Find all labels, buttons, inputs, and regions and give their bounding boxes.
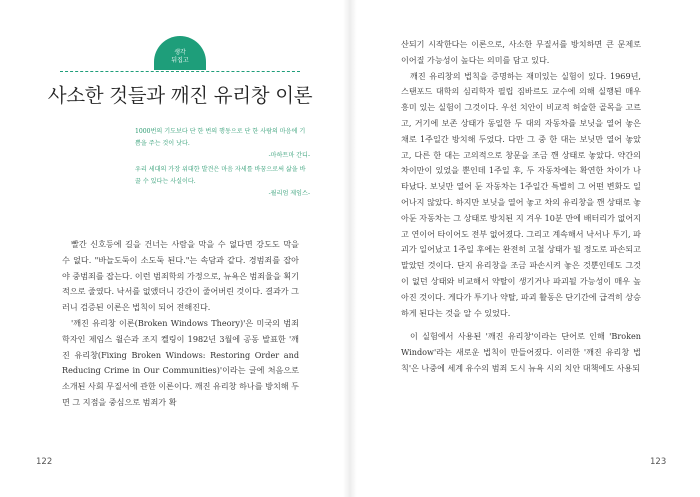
chapter-title: 사소한 것들과 깨진 유리창 이론 [47, 84, 313, 107]
paragraph: 빨간 신호등에 길을 건너는 사람을 막을 수 없다면 강도도 막을 수 없다. "바늘도둑이 소도둑 된다."는 속담과 같다. 경범죄를 잡아야 중범죄를 잡는다. 이런 범죄학의 가정으로, 뉴욕은 범죄율을 획기적으로 줄였다. 낙서를 없앴더니 강간이 줄어버린 것이다. 결과가 그러니 검증된 이론은 법칙이 되어 전해진다. [62, 239, 299, 313]
right-body-text [401, 37, 641, 377]
page-number-left: 122 [36, 457, 53, 467]
quote-source: -윌리엄 제임스- [268, 190, 310, 197]
quote-text: 우리 세대의 가장 위대한 발견은 마음 자세를 바꿈으로써 삶을 바꿀 수 있다는 사실이다. [135, 166, 306, 185]
paragraph: 깨진 유리창의 법칙을 증명하는 재미있는 실험이 있다. 1969년, 스탠포드 대학의 심리학자 필립 짐바르도 교수에 의해 실행된 매우 흥미 있는 실험이 그것이다. 우선 치안이 비교적 허술한 골목을 고르고, 거기에 보존 상태가 동일한 두 대의 자동차를 보닛을 열어 놓은 채로 1주일간 방치해 두었다. 다만 그 중 한 대는 보닛만 열어 놓았고, 다른 한 대는 고의적으로 창문을 조금 깬 상태로 놓았다. 약간의 차이만이 있었을 뿐인데 1주일 후, 두 자동차에는 확연한 차이가 나타났다. 보닛만 열어 둔 자동차는 1주일간 특별히 그 어떤 변화도 일어나지 않았다. 하지만 보닛을 열어 놓고 차의 유리창을 깬 상태로 놓아둔 자동차는 그 상태로 방치된 지 겨우 10분 만에 배터리가 없어지고 연이어 타이어도 전부 없어졌다. 그리고 계속해서 낙서나 투기, 파괴가 일어났고 1주일 후에는 완전히 고철 상태가 될 정도로 파손되고 말았던 것이다. 단지 유리창을 조금 파손시켜 놓은 것뿐인데도 그것이 없던 상태와 비교해서 약탈이 생기거나 파괴될 가능성이 매우 높아진 것이다. 게다가 투기나 약탈, 파괴 활동은 단기간에 급격히 상승하게 된다는 것을 알 수 있었다. [401, 70, 641, 318]
paragraph: 이 실험에서 사용된 '깨진 유리창'이라는 단어로 인해 'Broken Window'라는 새로운 법칙이 만들어졌다. 이러한 '깨진 유리창 법칙'은 나중에 세계 유수의 범죄 도시 뉴욕 시의 치안 대책에도 사용되 [401, 331, 641, 373]
badge-line-2: 뒤집고 [171, 56, 189, 64]
left-body-text [62, 237, 299, 411]
quote-source: -마하트마 간디- [268, 152, 310, 159]
title-divider [60, 71, 300, 72]
section-badge [154, 36, 206, 70]
paragraph: 산되기 시작한다는 이론으로, 사소한 무질서를 방치하면 큰 문제로 이어질 가능성이 높다는 의미를 담고 있다. [401, 39, 641, 65]
badge-line-1: 생각 [174, 49, 186, 56]
page-number-right: 123 [650, 457, 667, 467]
quote-text: 1000번의 기도보다 단 한 번의 행동으로 단 한 사람의 마음에 기쁨을 주는 것이 낫다. [135, 128, 306, 147]
paragraph: '깨진 유리창 이론(Broken Windows Theory)'은 미국의 범죄학자인 제임스 윌슨과 조지 켈링이 1982년 3월에 공동 발표한 '깨진 유리창(Fixing Broken Windows: Restoring Order and Reducing Crime in Our Communities)'이라는 글에 처음으로 소개된 사회 무질서에 관한 이론이다. 깨진 유리창 하나를 방치해 두면 그 지점을 중심으로 범죄가 확 [62, 317, 299, 407]
epigraph-quotes [135, 126, 310, 202]
right-page [350, 0, 700, 497]
book-gutter [343, 0, 357, 497]
